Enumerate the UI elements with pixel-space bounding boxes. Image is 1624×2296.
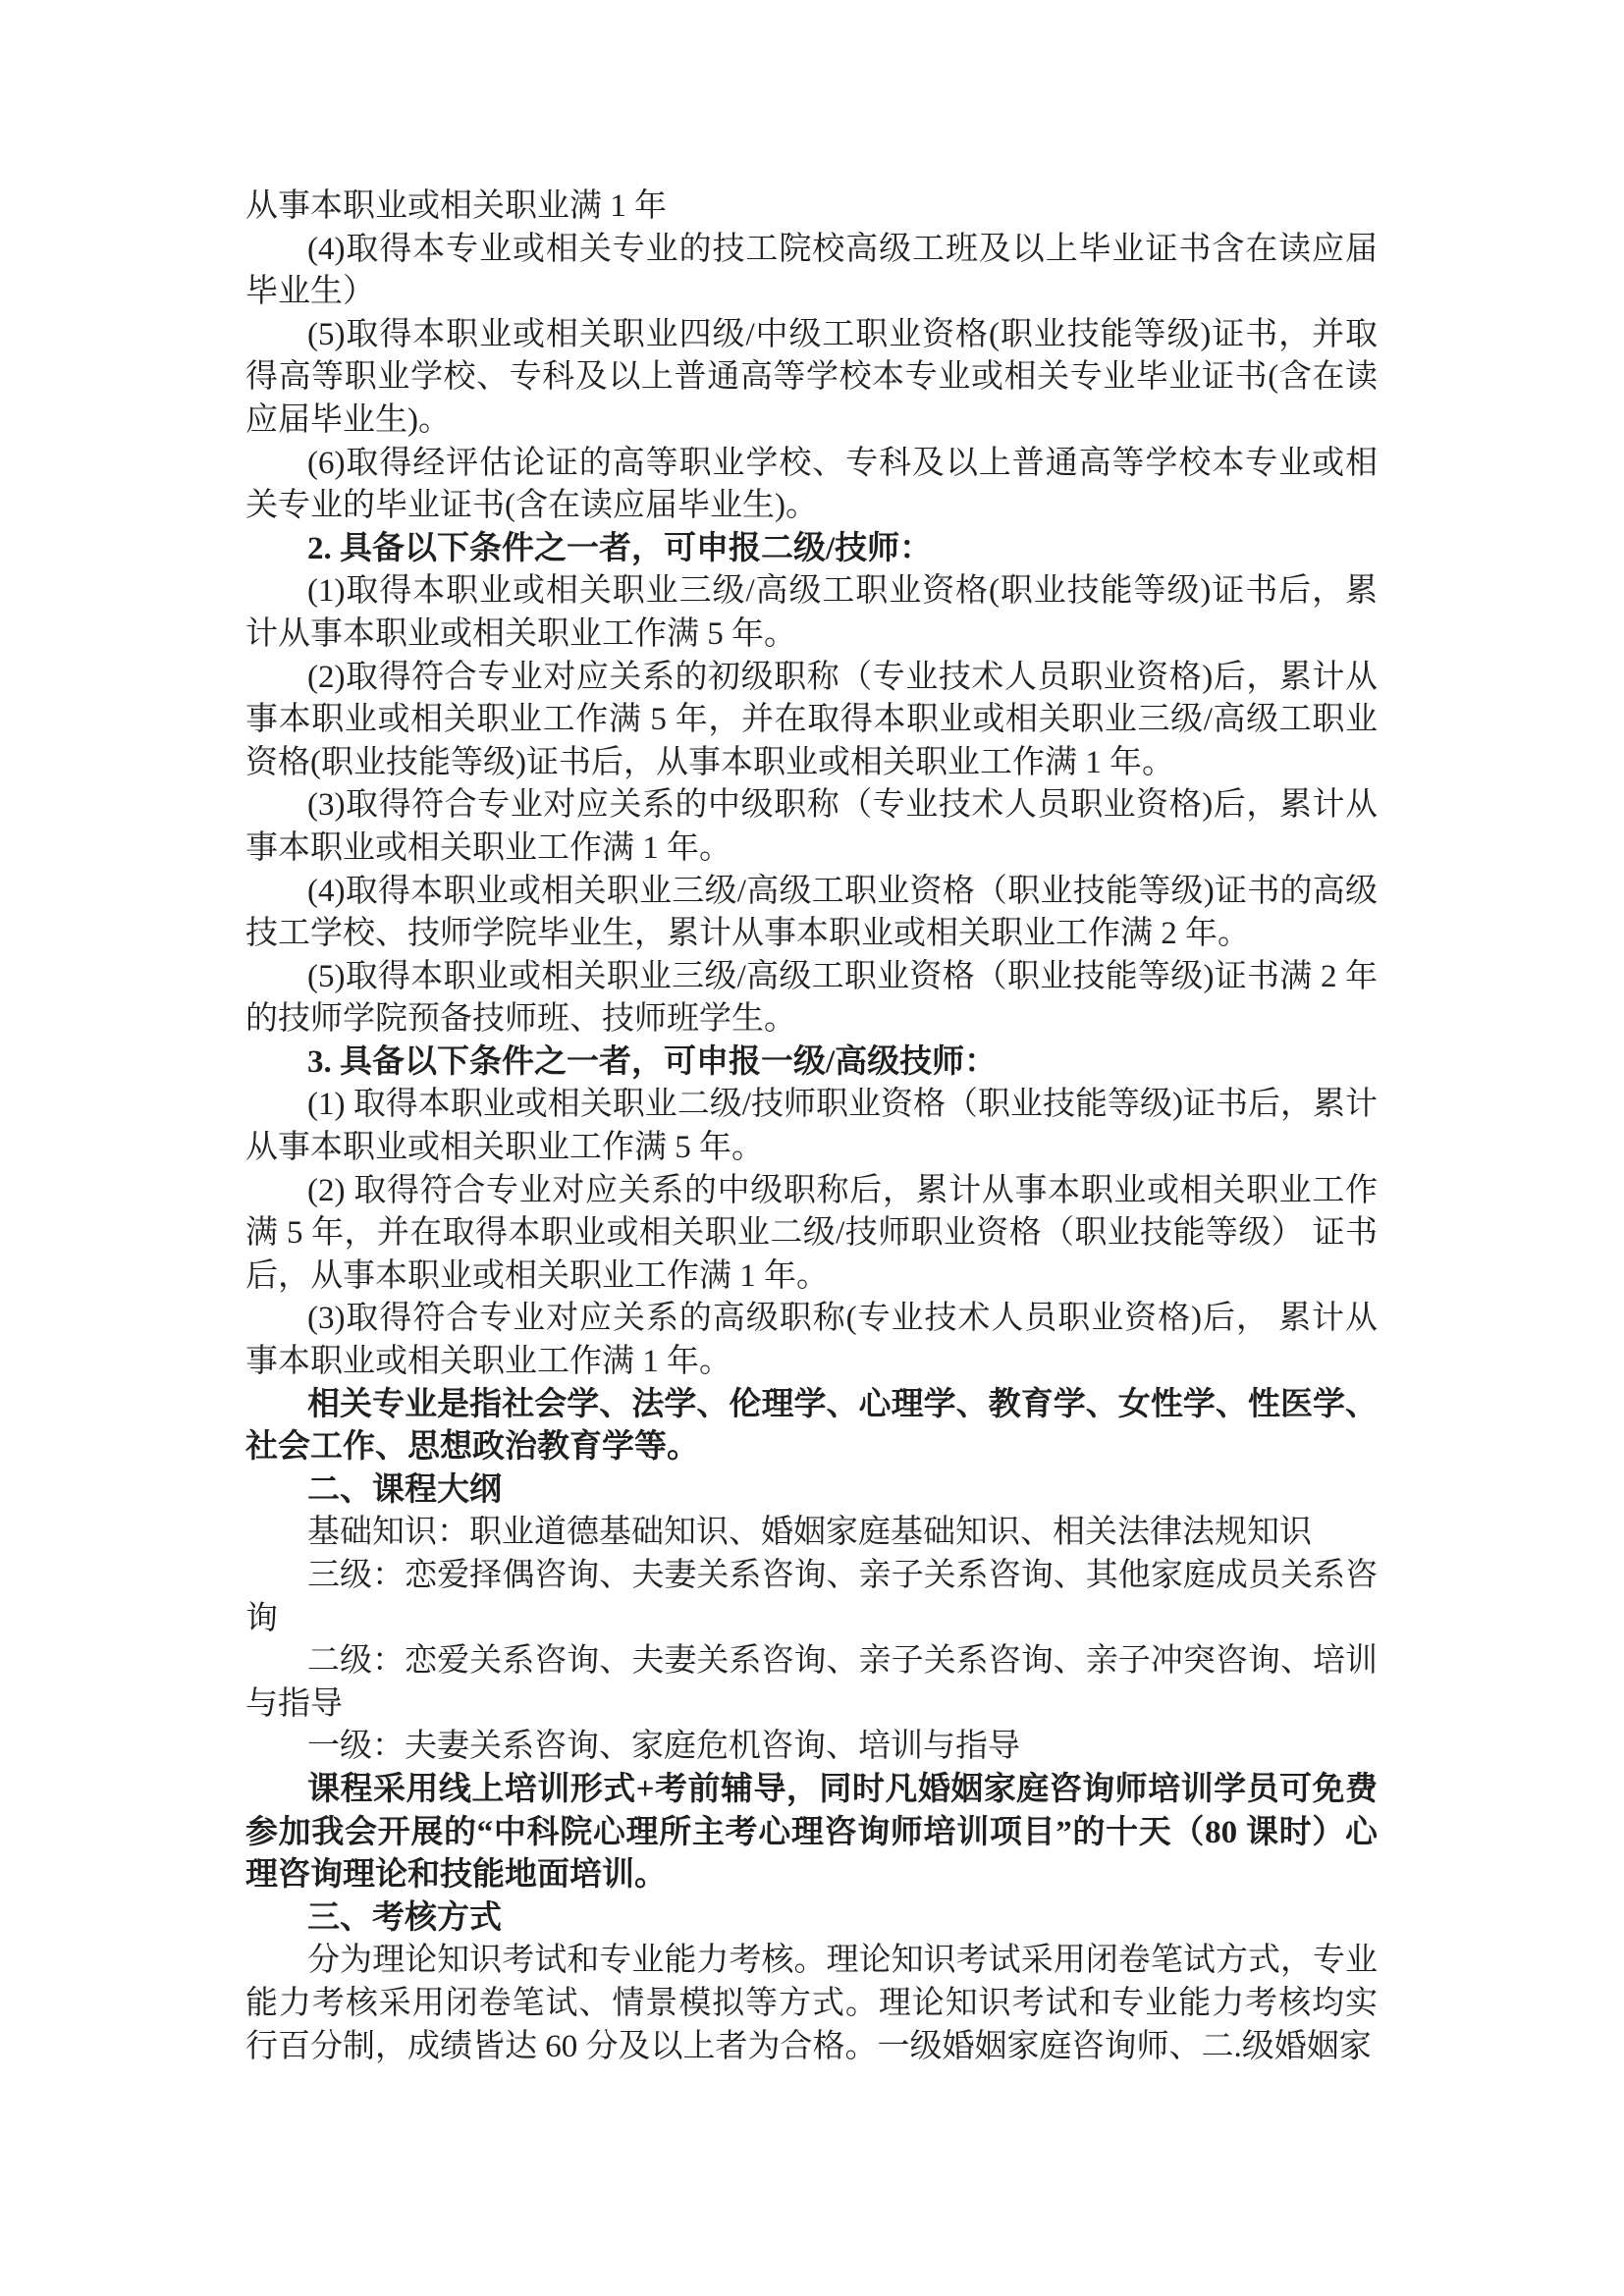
paragraph: 一级：夫妻关系咨询、家庭危机咨询、培训与指导: [307, 1729, 1020, 1765]
paragraph: 二级：恋爱关系咨询、夫妻关系咨询、亲子关系咨询、亲子冲突咨询、培训与指导: [245, 1643, 1378, 1722]
document-text-block: [245, 186, 1378, 2068]
paragraph: (1)取得本职业或相关职业三级/高级工职业资格(职业技能等级)证书后，累计从事本职业或相关职业工作满 5 年。: [245, 573, 1378, 652]
paragraph: (3)取得符合专业对应关系的中级职称（专业技术人员职业资格)后，累计从事本职业或相关职业工作满 1 年。: [245, 787, 1378, 866]
section-heading: 二、课程大纲: [307, 1471, 502, 1508]
paragraph: (2) 取得符合专业对应关系的中级职称后，累计从事本职业或相关职业工作满 5 年，并在取得本职业或相关职业二级/技师职业资格（职业技能等级） 证书后，从事本职业或相关职业工作满 1 年。: [245, 1172, 1378, 1294]
paragraph: 2. 具备以下条件之一者，可申报二级/技师：: [307, 530, 933, 566]
paragraph: 3. 具备以下条件之一者，可申报一级/高级技师：: [307, 1043, 998, 1080]
paragraph: 基础知识：职业道德基础知识、婚姻家庭基础知识、相关法律法规知识: [307, 1515, 1312, 1551]
paragraph: 分为理论知识考试和专业能力考核。理论知识考试采用闭卷笔试方式，专业能力考核采用闭卷笔试、情景模拟等方式。理论知识考试和专业能力考核均实行百分制，成绩皆达 60 分及以上者为合格。一级婚姻家庭咨询师、二.级婚姻家: [245, 1943, 1378, 2064]
paragraph: 课程采用线上培训形式+考前辅导，同时凡婚姻家庭咨询师培训学员可免费参加我会开展的“中科院心理所主考心理咨询师培训项目”的十天（80 课时）心理咨询理论和技能地面培训。: [245, 1771, 1378, 1894]
paragraph: 从事本职业或相关职业满 1 年: [245, 188, 667, 224]
paragraph: (1) 取得本职业或相关职业二级/技师职业资格（职业技能等级)证书后，累计从事本职业或相关职业工作满 5 年。: [245, 1087, 1378, 1166]
paragraph: 相关专业是指社会学、法学、伦理学、心理学、教育学、女性学、性医学、社会工作、思想政治教育学等。: [245, 1386, 1378, 1466]
paragraph: (3)取得符合专业对应关系的高级职称(专业技术人员职业资格)后， 累计从事本职业或相关职业工作满 1 年。: [245, 1301, 1378, 1380]
paragraph: (4)取得本专业或相关专业的技工院校高级工班及以上毕业证书含在读应届毕业生）: [245, 231, 1378, 310]
paragraph: (5)取得本职业或相关职业四级/中级工职业资格(职业技能等级)证书，并取得高等职业学校、专科及以上普通高等学校本专业或相关专业毕业证书(含在读应届毕业生)。: [245, 316, 1378, 438]
paragraph: (2)取得符合专业对应关系的初级职称（专业技术人员职业资格)后，累计从事本职业或相关职业工作满 5 年，并在取得本职业或相关职业三级/高级工职业资格(职业技能等级)证书后，从事本职业或相关职业工作满 1 年。: [245, 659, 1378, 780]
paragraph: (4)取得本职业或相关职业三级/高级工职业资格（职业技能等级)证书的高级技工学校、技师学院毕业生，累计从事本职业或相关职业工作满 2 年。: [245, 873, 1378, 952]
paragraph: (5)取得本职业或相关职业三级/高级工职业资格（职业技能等级)证书满 2 年的技师学院预备技师班、技师班学生。: [245, 958, 1378, 1038]
section-heading: 三、考核方式: [307, 1899, 502, 1936]
paragraph: 三级：恋爱择偶咨询、夫妻关系咨询、亲子关系咨询、其他家庭成员关系咨询: [245, 1558, 1378, 1636]
paragraph: (6)取得经评估论证的高等职业学校、专科及以上普通高等学校本专业或相关专业的毕业证书(含在读应届毕业生)。: [245, 445, 1378, 524]
